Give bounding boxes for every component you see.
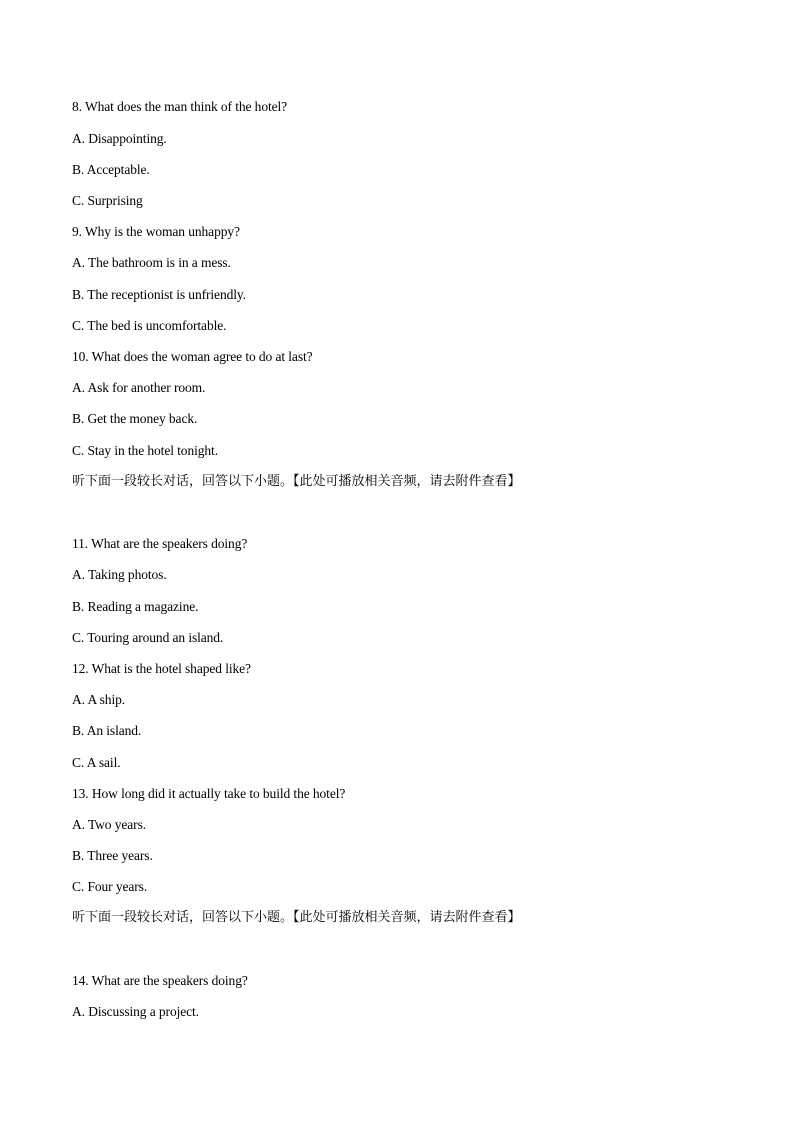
question-13-option-c: C. Four years. xyxy=(72,879,148,894)
listening-instruction: 听下面一段较长对话，回答以下小题。【此处可播放相关音频，请去附件查看】 xyxy=(72,910,521,925)
question-14: 14. What are the speakers doing? xyxy=(72,973,248,988)
question-8-option-c: C. Surprising xyxy=(72,193,143,208)
question-9-option-b: B. The receptionist is unfriendly. xyxy=(72,287,246,302)
question-12-option-a: A. A ship. xyxy=(72,692,126,707)
question-13: 13. How long did it actually take to build the hotel? xyxy=(72,786,346,801)
question-13-option-b: B. Three years. xyxy=(72,848,153,863)
question-9-option-a: A. The bathroom is in a mess. xyxy=(72,255,231,270)
question-13-option-a: A. Two years. xyxy=(72,817,146,832)
question-10-option-a: A. Ask for another room. xyxy=(72,380,206,395)
question-9: 9. Why is the woman unhappy? xyxy=(72,224,240,239)
listening-instruction: 听下面一段较长对话，回答以下小题。【此处可播放相关音频，请去附件查看】 xyxy=(72,474,521,489)
question-10-option-b: B. Get the money back. xyxy=(72,411,198,426)
question-8-option-b: B. Acceptable. xyxy=(72,162,150,177)
question-11-option-b: B. Reading a magazine. xyxy=(72,599,199,614)
question-12-option-b: B. An island. xyxy=(72,723,142,738)
question-11-option-a: A. Taking photos. xyxy=(72,567,167,582)
question-12-option-c: C. A sail. xyxy=(72,755,121,770)
question-14-option-a: A. Discussing a project. xyxy=(72,1004,199,1019)
question-10: 10. What does the woman agree to do at last? xyxy=(72,349,313,364)
question-8: 8. What does the man think of the hotel? xyxy=(72,99,288,114)
question-10-option-c: C. Stay in the hotel tonight. xyxy=(72,443,218,458)
question-11: 11. What are the speakers doing? xyxy=(72,536,248,551)
question-8-option-a: A. Disappointing. xyxy=(72,131,167,146)
question-9-option-c: C. The bed is uncomfortable. xyxy=(72,318,227,333)
question-11-option-c: C. Touring around an island. xyxy=(72,630,224,645)
question-12: 12. What is the hotel shaped like? xyxy=(72,661,251,676)
